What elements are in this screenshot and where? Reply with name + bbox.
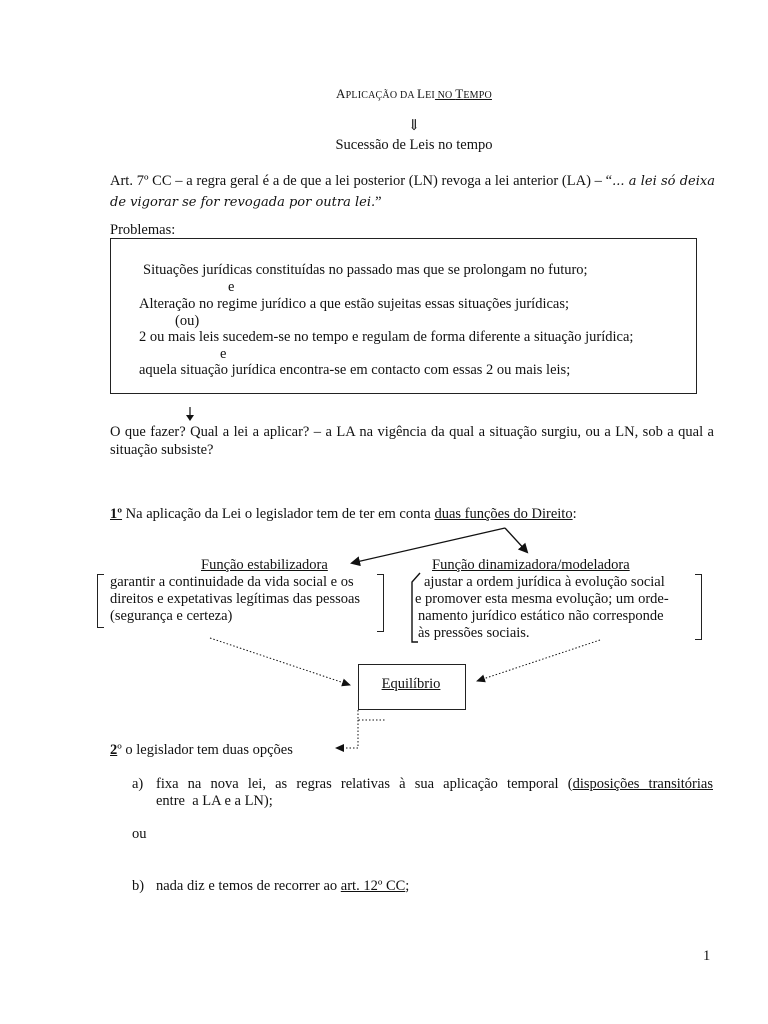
func-right-line: e promover esta mesma evolução; um orde-	[415, 591, 669, 607]
title-part: EI	[425, 90, 435, 101]
first-text: Na aplicação da Lei o legislador tem de ter em conta	[122, 506, 435, 522]
title-part: T	[455, 86, 464, 101]
option-a-text	[156, 776, 713, 810]
option-b-body: nada diz e temos de recorrer ao	[156, 878, 341, 894]
problem-line: Alteração no regime jurídico a que estão sujeitas essas situações jurídicas;	[139, 296, 570, 312]
title-part: EMPO	[463, 90, 492, 101]
title-part: A	[336, 86, 346, 101]
func-right-title: Função dinamizadora/modeladora	[432, 557, 630, 573]
second-number: 2	[110, 742, 118, 758]
dotted-arrow-left	[210, 638, 350, 685]
option-b-end: ;	[405, 878, 410, 894]
option-a-marker: a)	[132, 776, 144, 792]
func-left-title: Função estabilizadora	[201, 557, 328, 573]
ou-label: ou	[132, 826, 147, 842]
problem-line: (ou)	[175, 313, 200, 329]
art7-quote: ... a lei só deixa de vigorar se for revogada por outra lei.	[110, 174, 715, 210]
subtitle: Sucessão de Leis no tempo	[335, 137, 493, 153]
right-bracket-close	[695, 574, 702, 640]
art12-link: art. 12º CC	[340, 878, 406, 894]
disposicoes-transitorias-link: disposições transitórias	[572, 776, 713, 792]
problem-line: e	[220, 346, 227, 362]
func-right-line: namento jurídico estático não corresponde	[418, 608, 664, 624]
question-paragraph: O que fazer? Qual a lei a aplicar? – a LA na vigência da qual a situação surgiu, ou a LN, sob a qual a situação subsiste?	[110, 424, 714, 458]
art7-text: Art. 7º CC – a regra geral é a de que a lei posterior (LN) revoga a lei anterior (LA) – “	[110, 173, 613, 189]
problem-line: e	[228, 279, 235, 295]
left-bracket-open	[97, 574, 104, 628]
left-bracket-close	[377, 574, 384, 632]
down-double-arrow-icon: ⇓	[407, 118, 421, 134]
func-left-line: garantir a continuidade da vida social e os	[110, 574, 354, 590]
func-left-line: direitos e expetativas legítimas das pessoas	[110, 591, 361, 607]
option-a-line2: entre a LA e a LN);	[156, 793, 273, 809]
dotted-connector-to-2-b	[336, 720, 358, 748]
dotted-connector-to-2	[358, 710, 384, 722]
func-left-line: (segurança e certeza)	[110, 608, 233, 624]
func-right-line: às pressões sociais.	[418, 625, 530, 641]
second-text: º o legislador tem duas opções	[117, 742, 293, 758]
first-end: :	[572, 506, 577, 522]
title-part: L	[416, 86, 426, 101]
duas-funcoes-link: duas funções do Direito	[434, 506, 573, 522]
option-a-body: fixa na nova lei, as regras relativas à sua aplicação temporal (	[156, 776, 573, 792]
option-b-text	[156, 878, 409, 895]
page-number: 1	[703, 948, 711, 964]
equilibrio-label: Equilíbrio	[381, 676, 441, 692]
problem-line: aquela situação jurídica encontra-se em contacto com essas 2 ou mais leis;	[139, 362, 571, 378]
problem-line: Situações jurídicas constituídas no passado mas que se prolongam no futuro;	[143, 262, 588, 278]
problemas-label: Problemas:	[110, 222, 176, 238]
problem-line: 2 ou mais leis sucedem-se no tempo e regulam de forma diferente a situação jurídica;	[139, 329, 634, 345]
dotted-arrow-right	[477, 640, 600, 681]
option-b-marker: b)	[132, 878, 145, 894]
title-part: PLICAÇÃO DA	[345, 90, 417, 101]
second-point	[110, 742, 293, 759]
func-right-line: ajustar a ordem jurídica à evolução social	[424, 574, 665, 590]
first-number: 1º	[110, 506, 123, 522]
arrow-to-right-function	[505, 528, 527, 552]
art7-end: ”	[375, 194, 382, 210]
title-part: NO	[434, 90, 456, 101]
